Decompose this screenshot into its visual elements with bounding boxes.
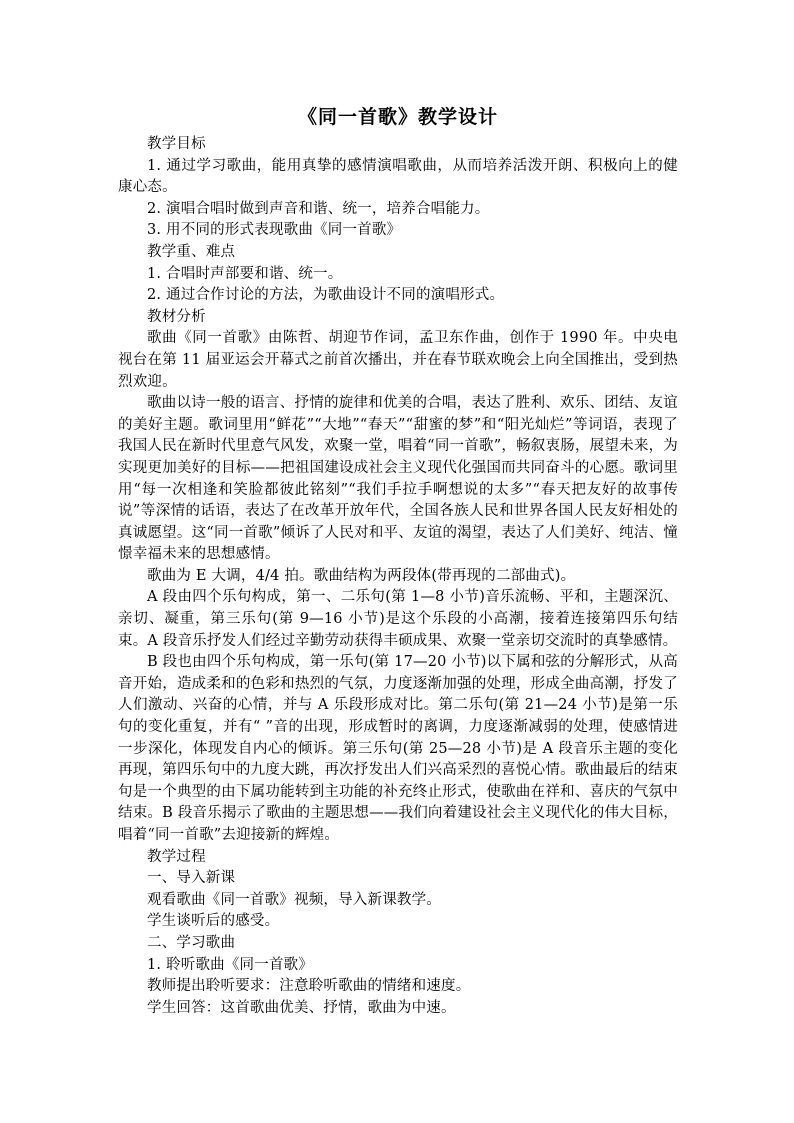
key-point-item-1: 1. 合唱时声部要和谐、统一。	[147, 265, 343, 282]
document-title: 《同一首歌》教学设计	[297, 106, 498, 128]
analysis-paragraph-key-structure: 歌曲为 E 大调，4/4 拍。歌曲结构为两段体(带再现的二部曲式)。	[147, 567, 576, 584]
analysis-paragraph-section-b: B 段也由四个乐句构成，第一乐句(第 17—20 小节)以下属和弦的分解形式，从高音开始，造成柔和的色彩和热烈的气氛，力度逐渐加强的处理，形成全曲高潮，抒发了人们激动、兴奋的心情，并与 A 乐段形成对比。第二乐句(第 21—24 小节)是第一乐句的变化重复，并有“ ”音的出现，形成暂时的离调，力度逐渐减弱的处理，使感情进一步深化，体现发自内心的倾诉。第三乐句(第 25—28 小节)是 A 段音乐主题的变化再现，第四乐句中的九度大跳，再次抒发出人们兴高采烈的喜悦心情。歌曲最后的结束句是一个典型的由下属功能转到主功能的补充终止形式，使歌曲在祥和、喜庆的气氛中结束。B 段音乐揭示了歌曲的主题思想——我们向着建设社会主义现代化的伟大目标，唱着“同一首歌”去迎接新的辉煌。	[118, 654, 678, 843]
section-heading-key-points: 教学重、难点	[147, 243, 236, 260]
section-heading-material-analysis: 教材分析	[147, 308, 206, 325]
process-step-introduction: 一、导入新课	[147, 870, 236, 887]
process-step-learn-song: 二、学习歌曲	[147, 934, 236, 951]
process-text: 学生谈听后的感受。	[147, 913, 280, 930]
process-text: 教师提出聆听要求：注意聆听歌曲的情绪和速度。	[147, 978, 471, 995]
process-substep-listen: 1. 聆听歌曲《同一首歌》	[147, 956, 314, 973]
analysis-paragraph-section-a: A 段由四个乐句构成，第一、二乐句(第 1—8 小节)音乐流畅、平和，主题深沉、亲切、凝重，第三乐句(第 9—16 小节)是这个乐段的小高潮，接着连接第四乐句结束。A 段音乐抒发人们经过辛勤劳动获得丰硕成果、欢聚一堂亲切交流时的真挚感情。	[118, 589, 678, 649]
objective-item-3: 3. 用不同的形式表现歌曲《同一首歌》	[147, 222, 402, 239]
analysis-paragraph-background: 歌曲《同一首歌》由陈哲、胡迎节作词，孟卫东作曲，创作于 1990 年。中央电视台在第 11 届亚运会开幕式之前首次播出，并在春节联欢晚会上向全国推出，受到热烈欢迎。	[118, 330, 678, 390]
process-text: 观看歌曲《同一首歌》视频，导入新课教学。	[147, 891, 441, 908]
objective-item-1: 1. 通过学习歌曲，能用真挚的感情演唱歌曲，从而培养活泼开朗、积极向上的健康心态。	[118, 157, 678, 196]
section-heading-teaching-process: 教学过程	[147, 848, 206, 865]
document-page	[118, 102, 678, 1019]
objective-item-2: 2. 演唱合唱时做到声音和谐、统一，培养合唱能力。	[147, 200, 490, 217]
process-text: 学生回答：这首歌曲优美、抒情，歌曲为中速。	[147, 999, 456, 1016]
analysis-paragraph-lyrics: 歌曲以诗一般的语言、抒情的旋律和优美的合唱，表达了胜利、欢乐、团结、友谊的美好主题。歌词里用“鲜花”“大地”“春天”“甜蜜的梦”和“阳光灿烂”等词语，表现了我国人民在新时代里意气风发，欢聚一堂，唱着“同一首歌”，畅叙衷肠，展望未来，为实现更加美好的目标——把祖国建设成社会主义现代化强国而共同奋斗的心愿。歌词里用“每一次相逢和笑脸都彼此铭刻”“我们手拉手啊想说的太多”“春天把友好的故事传说”等深情的话语，表达了在改革开放年代，全国各族人民和世界各国人民友好相处的真诚愿望。这“同一首歌”倾诉了人民对和平、友谊的渴望，表达了人们美好、纯洁、憧憬幸福未来的思想感情。	[118, 395, 678, 563]
section-heading-objectives: 教学目标	[147, 136, 206, 152]
key-point-item-2: 2. 通过合作讨论的方法，为歌曲设计不同的演唱形式。	[147, 287, 505, 304]
